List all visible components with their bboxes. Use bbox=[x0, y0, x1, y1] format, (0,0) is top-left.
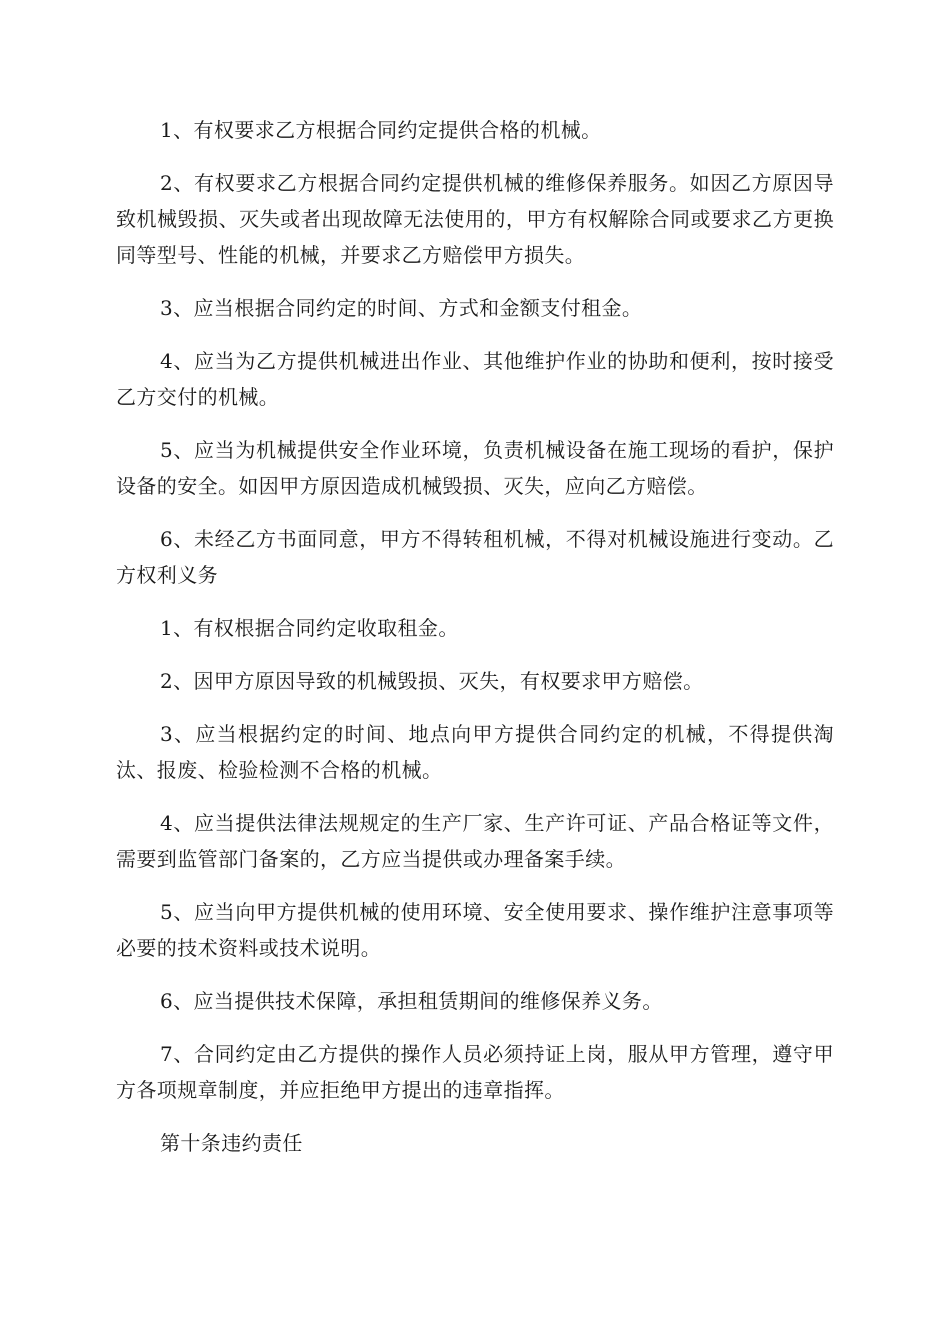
paragraph-4: 4、应当为乙方提供机械进出作业、其他维护作业的协助和便利，按时接受乙方交付的机械。 bbox=[116, 349, 834, 409]
paragraph-12: 6、应当提供技术保障，承担租赁期间的维修保养义务。 bbox=[160, 989, 663, 1013]
paragraph-10: 4、应当提供法律法规规定的生产厂家、生产许可证、产品合格证等文件，需要到监管部门备案的，乙方应当提供或办理备案手续。 bbox=[116, 811, 834, 871]
paragraph-7: 1、有权根据合同约定收取租金。 bbox=[160, 616, 459, 640]
paragraph-2: 2、有权要求乙方根据合同约定提供机械的维修保养服务。如因乙方原因导致机械毁损、灭失或者出现故障无法使用的，甲方有权解除合同或要求乙方更换同等型号、性能的机械，并要求乙方赔偿甲方损失。 bbox=[116, 171, 834, 267]
section-heading: 第十条违约责任 bbox=[160, 1131, 303, 1155]
paragraph-3: 3、应当根据合同约定的时间、方式和金额支付租金。 bbox=[160, 296, 643, 320]
paragraph-5: 5、应当为机械提供安全作业环境，负责机械设备在施工现场的看护，保护设备的安全。如因甲方原因造成机械毁损、灭失，应向乙方赔偿。 bbox=[116, 438, 834, 498]
paragraph-1: 1、有权要求乙方根据合同约定提供合格的机械。 bbox=[160, 118, 602, 142]
paragraph-8: 2、因甲方原因导致的机械毁损、灭失，有权要求甲方赔偿。 bbox=[160, 669, 704, 693]
document-body bbox=[116, 112, 834, 1178]
paragraph-6: 6、未经乙方书面同意，甲方不得转租机械，不得对机械设施进行变动。乙方权利义务 bbox=[116, 527, 834, 587]
paragraph-9: 3、应当根据约定的时间、地点向甲方提供合同约定的机械，不得提供淘汰、报废、检验检测不合格的机械。 bbox=[116, 722, 834, 782]
paragraph-11: 5、应当向甲方提供机械的使用环境、安全使用要求、操作维护注意事项等必要的技术资料或技术说明。 bbox=[116, 900, 834, 960]
paragraph-13: 7、合同约定由乙方提供的操作人员必须持证上岗，服从甲方管理，遵守甲方各项规章制度，并应拒绝甲方提出的违章指挥。 bbox=[116, 1042, 834, 1102]
